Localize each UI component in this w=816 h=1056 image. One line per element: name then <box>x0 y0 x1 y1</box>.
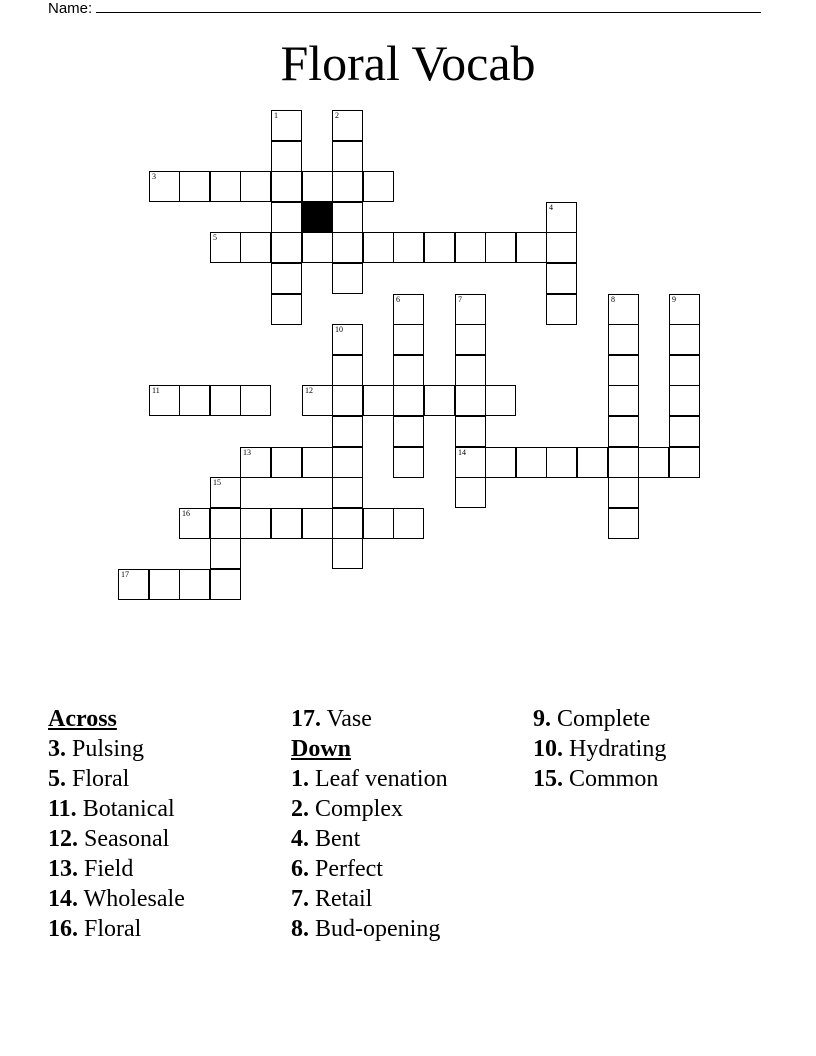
down-clue: 8. Bud-opening <box>291 916 441 942</box>
grid-cell[interactable] <box>546 447 577 478</box>
grid-cell[interactable] <box>210 385 241 416</box>
name-label: Name: <box>48 0 93 17</box>
down-clue: 2. Complex <box>291 796 403 822</box>
name-field[interactable] <box>48 0 761 17</box>
grid-cell[interactable] <box>210 508 241 539</box>
grid-cell[interactable] <box>485 232 516 263</box>
down-clue: 1. Leaf venation <box>291 766 448 792</box>
across-clue: 12. Seasonal <box>48 826 170 852</box>
clue-number: 16 <box>182 509 190 518</box>
grid-cell[interactable] <box>424 232 455 263</box>
grid-cell[interactable] <box>271 171 302 202</box>
across-clue: 13. Field <box>48 856 134 882</box>
grid-cell[interactable] <box>608 324 639 355</box>
grid-cell[interactable] <box>455 416 486 447</box>
grid-cell[interactable] <box>608 355 639 386</box>
grid-cell[interactable] <box>271 202 302 233</box>
grid-cell[interactable] <box>393 232 424 263</box>
grid-cell[interactable] <box>608 477 639 508</box>
grid-cell[interactable] <box>516 447 547 478</box>
grid-cell[interactable] <box>393 508 424 539</box>
grid-cell[interactable] <box>240 508 271 539</box>
grid-cell[interactable] <box>363 385 394 416</box>
clue-number: 4 <box>549 203 553 212</box>
grid-cell[interactable] <box>608 385 639 416</box>
grid-cell[interactable] <box>485 385 516 416</box>
grid-cell[interactable] <box>455 385 486 416</box>
across-clue: 3. Pulsing <box>48 736 145 762</box>
grid-cell[interactable] <box>332 324 363 355</box>
puzzle-title: Floral Vocab <box>280 35 536 91</box>
grid-cell[interactable] <box>332 171 363 202</box>
grid-cell[interactable] <box>393 385 424 416</box>
grid-cell[interactable] <box>271 141 302 172</box>
grid-cell[interactable] <box>546 263 577 294</box>
grid-cell[interactable] <box>363 232 394 263</box>
grid-cell[interactable] <box>271 447 302 478</box>
across-clue: 14. Wholesale <box>48 886 185 912</box>
grid-cell[interactable] <box>546 232 577 263</box>
grid-cell[interactable] <box>240 232 271 263</box>
grid-cell[interactable] <box>393 447 424 478</box>
grid-cell[interactable] <box>669 385 700 416</box>
grid-cell[interactable] <box>577 447 608 478</box>
grid-cell[interactable] <box>455 447 486 478</box>
down-clue: 7. Retail <box>291 886 373 912</box>
grid-cell[interactable] <box>332 538 363 569</box>
grid-cell[interactable] <box>332 385 363 416</box>
clue-column-1 <box>48 704 185 944</box>
grid-cell[interactable] <box>455 477 486 508</box>
grid-cell[interactable] <box>608 416 639 447</box>
grid-cell[interactable] <box>608 508 639 539</box>
grid-cell[interactable] <box>546 294 577 325</box>
grid-cell[interactable] <box>669 447 700 478</box>
grid-cell[interactable] <box>332 202 363 233</box>
grid-cell[interactable] <box>210 232 241 263</box>
grid-cell[interactable] <box>302 171 333 202</box>
grid-cell[interactable] <box>271 294 302 325</box>
grid-cell[interactable] <box>363 171 394 202</box>
across-heading: Across <box>48 706 117 732</box>
clue-number: 2 <box>335 111 339 120</box>
clue-number: 8 <box>611 295 615 304</box>
grid-cell[interactable] <box>455 232 486 263</box>
grid-cell[interactable] <box>669 324 700 355</box>
grid-cell[interactable] <box>455 324 486 355</box>
grid-cell[interactable] <box>118 569 149 600</box>
clue-column-2 <box>291 704 448 944</box>
grid-cell[interactable] <box>179 171 210 202</box>
grid-cell[interactable] <box>393 324 424 355</box>
grid-cell[interactable] <box>332 508 363 539</box>
grid-cell[interactable] <box>516 232 547 263</box>
clue-number: 15 <box>213 478 221 487</box>
grid-cell[interactable] <box>210 477 241 508</box>
clue-number: 14 <box>458 448 466 457</box>
grid-cell[interactable] <box>271 110 302 141</box>
grid-cell[interactable] <box>393 294 424 325</box>
grid-cell[interactable] <box>179 508 210 539</box>
name-blank-line[interactable] <box>96 0 761 13</box>
grid-cell[interactable] <box>424 385 455 416</box>
grid-cell[interactable] <box>332 447 363 478</box>
grid-cell[interactable] <box>638 447 669 478</box>
across-clue: 17. Vase <box>291 706 372 732</box>
clue-number: 9 <box>672 295 676 304</box>
grid-cell[interactable] <box>271 508 302 539</box>
clue-number: 7 <box>458 295 462 304</box>
grid-cell[interactable] <box>240 171 271 202</box>
grid-cell[interactable] <box>332 110 363 141</box>
grid-cell[interactable] <box>210 569 241 600</box>
grid-cell[interactable] <box>179 569 210 600</box>
grid-cell[interactable] <box>271 263 302 294</box>
grid-cell[interactable] <box>393 355 424 386</box>
down-heading: Down <box>291 736 352 762</box>
grid-cell[interactable] <box>179 385 210 416</box>
clue-number: 10 <box>335 325 343 334</box>
down-clue: 4. Bent <box>291 826 361 852</box>
down-clue: 9. Complete <box>533 706 651 732</box>
across-clue: 16. Floral <box>48 916 142 942</box>
grid-cell[interactable] <box>669 294 700 325</box>
grid-cell[interactable] <box>149 569 180 600</box>
grid-cell[interactable] <box>149 385 180 416</box>
clue-number: 17 <box>121 570 129 579</box>
grid-cell[interactable] <box>210 538 241 569</box>
grid-cell[interactable] <box>332 416 363 447</box>
grid-cell[interactable] <box>669 355 700 386</box>
across-clue: 11. Botanical <box>48 796 175 822</box>
clue-column-3 <box>533 704 666 794</box>
grid-cell[interactable] <box>332 477 363 508</box>
clue-number: 12 <box>305 386 313 395</box>
across-clue: 5. Floral <box>48 766 130 792</box>
grid-cell[interactable] <box>302 385 333 416</box>
grid-cell-blocked <box>302 202 333 233</box>
grid-cell[interactable] <box>455 355 486 386</box>
grid-cell[interactable] <box>271 232 302 263</box>
grid-cell[interactable] <box>240 385 271 416</box>
clue-number: 1 <box>274 111 278 120</box>
grid-cell[interactable] <box>149 171 180 202</box>
clue-number: 13 <box>243 448 251 457</box>
grid-cell[interactable] <box>669 416 700 447</box>
grid-cell[interactable] <box>332 355 363 386</box>
clue-number: 11 <box>152 386 160 395</box>
grid-cell[interactable] <box>210 171 241 202</box>
grid-cell[interactable] <box>608 447 639 478</box>
clue-number: 5 <box>213 233 217 242</box>
grid-cell[interactable] <box>302 508 333 539</box>
down-clue: 15. Common <box>533 766 659 792</box>
down-clue: 10. Hydrating <box>533 736 667 762</box>
grid-cell[interactable] <box>302 232 333 263</box>
clue-number: 3 <box>152 172 156 181</box>
grid-cell[interactable] <box>393 416 424 447</box>
grid-cell[interactable] <box>455 294 486 325</box>
grid-cell[interactable] <box>240 447 271 478</box>
grid-cell[interactable] <box>302 447 333 478</box>
grid-cell[interactable] <box>332 263 363 294</box>
down-clue: 6. Perfect <box>291 856 383 882</box>
clue-number: 6 <box>396 295 400 304</box>
grid-cell[interactable] <box>608 294 639 325</box>
grid-cell[interactable] <box>332 232 363 263</box>
grid-cell[interactable] <box>485 447 516 478</box>
grid-cell[interactable] <box>332 141 363 172</box>
grid-cell[interactable] <box>363 508 394 539</box>
grid-cell[interactable] <box>546 202 577 233</box>
